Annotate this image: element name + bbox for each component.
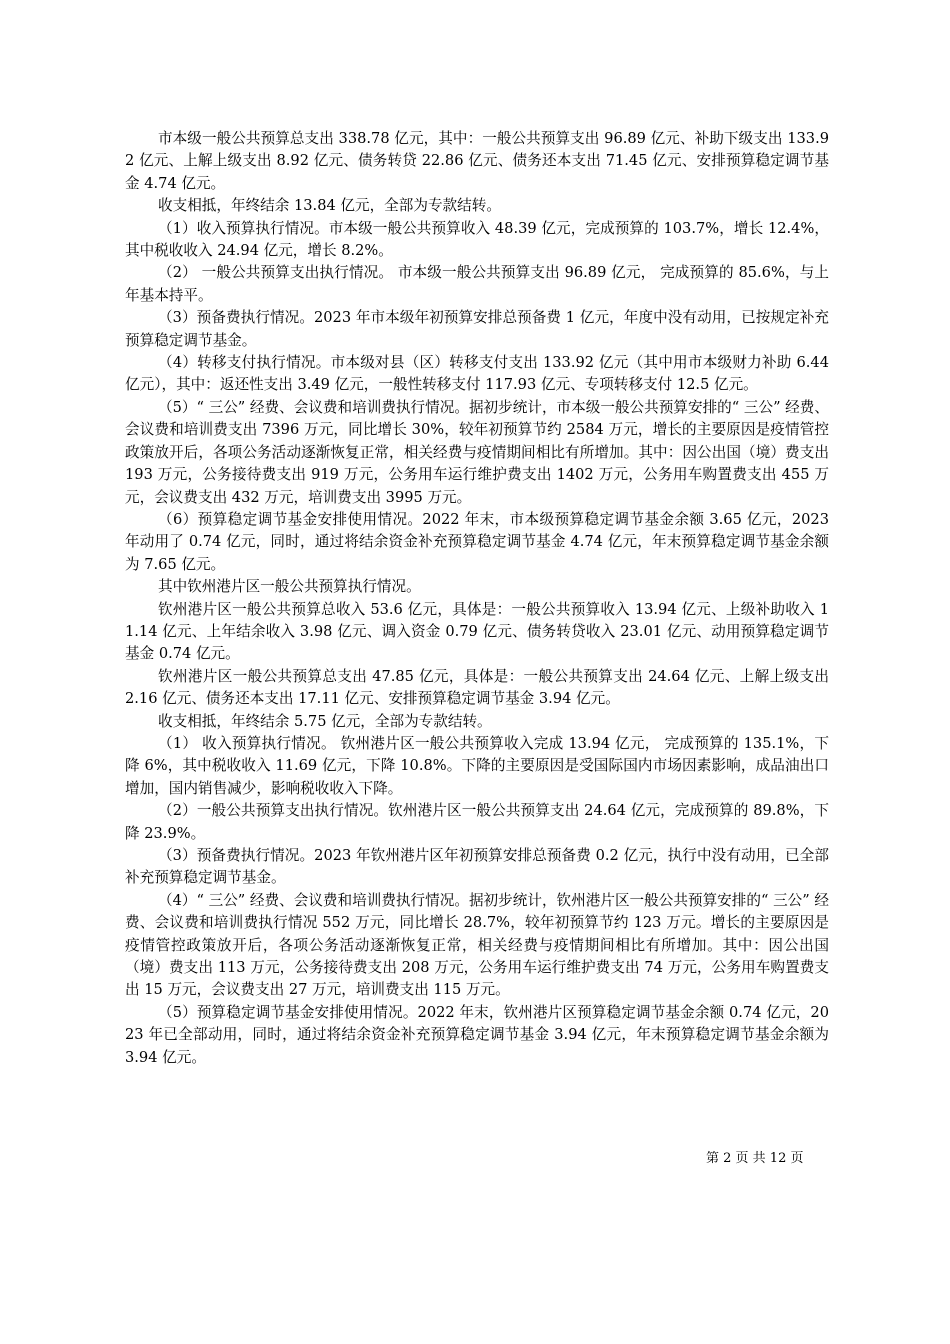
document-body	[125, 128, 829, 1069]
paragraph-city-stabilization-fund: （6）预算稳定调节基金安排使用情况。2022 年末，市本级预算稳定调节基金余额 3.65 亿元，2023 年动用了 0.74 亿元，同时，通过将结余资金补充预算稳定调节基金 4.74 亿元，年末预算稳定调节基金余额为 7.65 亿元。	[125, 510, 829, 573]
paragraph-qinzhou-reserve-fund: （3）预备费执行情况。2023 年钦州港片区年初预算安排总预备费 0.2 亿元，执行中没有动用，已全部补充预算稳定调节基金。	[125, 847, 829, 887]
page-number: 第 2 页 共 12 页	[706, 1151, 804, 1166]
paragraph-qinzhou-heading: 其中钦州港片区一般公共预算执行情况。	[158, 578, 421, 596]
paragraph-city-reserve-fund: （3）预备费执行情况。2023 年市本级年初预算安排总预备费 1 亿元，年度中没有动用，已按规定补充预算稳定调节基金。	[125, 309, 829, 349]
paragraph-qinzhou-balance: 收支相抵，年终结余 5.75 亿元，全部为专款结转。	[158, 712, 492, 730]
paragraph-city-balance: 收支相抵，年终结余 13.84 亿元，全部为专款结转。	[158, 197, 501, 215]
paragraph-qinzhou-total-revenue: 钦州港片区一般公共预算总收入 53.6 亿元，具体是：一般公共预算收入 13.94 亿元、上级补助收入 11.14 亿元、上年结余收入 3.98 亿元、调入资金 0.79 亿元、债务转贷收入 23.01 亿元、动用预算稳定调节基金 0.74 亿元。	[125, 600, 829, 663]
paragraph-city-three-public-expenses: （5）“ 三公” 经费、会议费和培训费执行情况。据初步统计，市本级一般公共预算安排的“ 三公” 经费、会议费和培训费支出 7396 万元，同比增长 30%，较年初预算节约 2584 万元，增长的主要原因是疫情管控政策放开后，各项公务活动逐渐恢复正常，相关经费与疫情期间相比有所增加。其中：因公出国（境）费支出 193 万元，公务接待费支出 919 万元，公务用车运行维护费支出 1402 万元，公务用车购置费支出 455 万元，会议费支出 432 万元，培训费支出 3995 万元。	[125, 398, 829, 506]
paragraph-city-revenue-execution: （1）收入预算执行情况。市本级一般公共预算收入 48.39 亿元，完成预算的 103.7%，增长 12.4%，其中税收收入 24.94 亿元，增长 8.2%。	[125, 219, 829, 260]
paragraph-qinzhou-stabilization-fund: （5）预算稳定调节基金安排使用情况。2022 年末，钦州港片区预算稳定调节基金余额 0.74 亿元，2023 年已全部动用，同时，通过将结余资金补充预算稳定调节基金 3.94 亿元，年末预算稳定调节基金余额为 3.94 亿元。	[125, 1003, 829, 1066]
paragraph-city-total-expenditure: 市本级一般公共预算总支出 338.78 亿元，其中：一般公共预算支出 96.89 亿元、补助下级支出 133.92 亿元、上解上级支出 8.92 亿元、债务转贷 22.86 亿元、债务还本支出 71.45 亿元、安排预算稳定调节基金 4.74 亿元。	[125, 130, 829, 192]
paragraph-qinzhou-expenditure-execution: （2）一般公共预算支出执行情况。钦州港片区一般公共预算支出 24.64 亿元，完成预算的 89.8%，下降 23.9%。	[125, 802, 829, 842]
paragraph-city-transfer-payment: （4）转移支付执行情况。市本级对县（区）转移支付支出 133.92 亿元（其中用市本级财力补助 6.44 亿元），其中：返还性支出 3.49 亿元，一般性转移支付 117.93 亿元、专项转移支付 12.5 亿元。	[125, 354, 829, 394]
paragraph-qinzhou-revenue-execution: （1） 收入预算执行情况。 钦州港片区一般公共预算收入完成 13.94 亿元， 完成预算的 135.1%，下降 6%，其中税收收入 11.69 亿元，下降 10.8%。下降的主要原因是受国际国内市场因素影响，成品油出口增加，国内销售减少，影响税收收入下降。	[125, 734, 829, 797]
paragraph-qinzhou-total-expenditure: 钦州港片区一般公共预算总支出 47.85 亿元，具体是：一般公共预算支出 24.64 亿元、上解上级支出 2.16 亿元、债务还本支出 17.11 亿元、安排预算稳定调节基金 3.94 亿元。	[125, 667, 829, 708]
paragraph-city-expenditure-execution: （2） 一般公共预算支出执行情况。 市本级一般公共预算支出 96.89 亿元， 完成预算的 85.6%，与上年基本持平。	[125, 264, 829, 304]
paragraph-qinzhou-three-public-expenses: （4）“ 三公” 经费、会议费和培训费执行情况。据初步统计，钦州港片区一般公共预算安排的“ 三公” 经费、会议费和培训费执行情况 552 万元，同比增长 28.7%，较年初预算节约 123 万元。增长的主要原因是疫情管控政策放开后，各项公务活动逐渐恢复正常，相关经费与疫情期间相比有所增加。其中：因公出国（境）费支出 113 万元，公务接待费支出 208 万元，公务用车运行维护费支出 74 万元，公务用车购置费支出 15 万元，会议费支出 27 万元，培训费支出 115 万元。	[125, 891, 829, 999]
